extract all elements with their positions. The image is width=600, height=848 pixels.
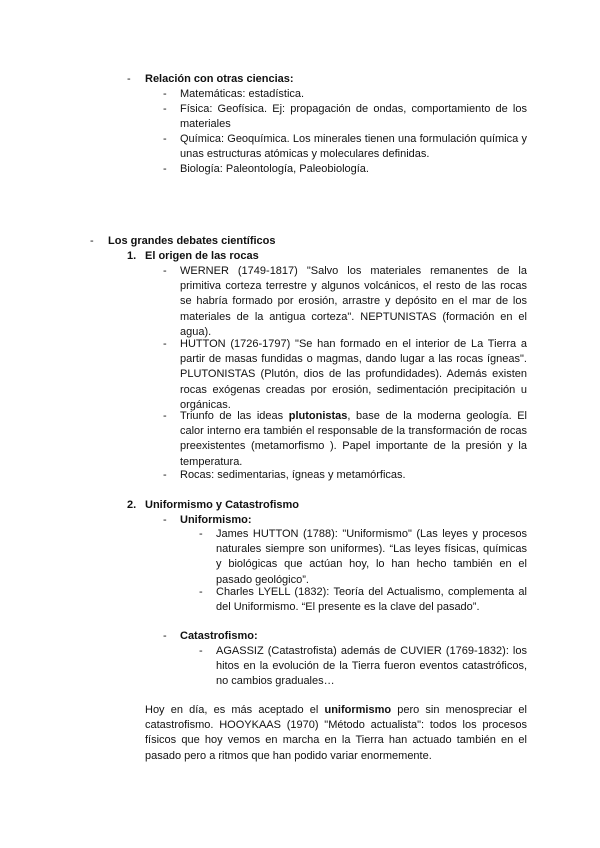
subsection-number: 2. (127, 499, 137, 511)
list-item: Química: Geoquímica. Los minerales tienen una formulación química y unas estructuras atómicas y moleculares definidas. (180, 133, 527, 161)
section-heading-related-sciences: Relación con otras ciencias: (145, 73, 294, 85)
subsection-title-uniformism-catastrophism: Uniformismo y Catastrofismo (145, 499, 300, 511)
list-item-rock-types: Rocas: sedimentarias, ígneas y metamórficas. (180, 469, 406, 481)
list-item-lyell: Charles LYELL (1832): Teoría del Actualismo, complementa al del Uniformismo. “El presente es la clave del pasado”. (216, 586, 527, 614)
dash: - (199, 586, 203, 598)
dash: - (163, 265, 167, 277)
list-item-werner: WERNER (1749-1817) "Salvo los materiales remanentes de la primitiva corteza terrestre y algunos volcánicos, el resto de las rocas se habría formado por erosión, arrastre y depósito en el mar de los materiales de la antigua corteza". NEPTUNISTAS (formación en el agua). (180, 265, 527, 338)
list-item-agassiz: AGASSIZ (Catastrofista) además de CUVIER (1769-1832): los hitos en la evolución de la Tierra fueron eventos catastróficos, no cambios graduales… (216, 645, 527, 688)
section-heading-scientific-debates: Los grandes debates científicos (108, 235, 276, 247)
dash: - (163, 514, 167, 526)
dash: - (163, 163, 167, 175)
uniformism-heading: Uniformismo: (180, 514, 252, 526)
list-item: Matemáticas: estadística. (180, 88, 305, 100)
dash: - (163, 630, 167, 642)
bullet: - (127, 73, 131, 85)
dash: - (163, 410, 167, 422)
list-item-james-hutton: James HUTTON (1788): "Uniformismo" (Las leyes y procesos naturales siempre son uniformes). “Las leyes físicas, químicas y biológicas que actúan hoy, lo han hecho también en el pasado geológico”. (216, 528, 527, 586)
bullet: - (90, 235, 94, 247)
list-item: Biología: Paleontología, Paleobiología. (180, 163, 369, 175)
dash: - (163, 103, 167, 115)
subsection-title-origin-of-rocks: El origen de las rocas (145, 250, 259, 262)
dash: - (163, 88, 167, 100)
dash: - (163, 469, 167, 481)
list-item-plutonism: Triunfo de las ideas plutonistas, base de la moderna geología. El calor interno era también el responsable de la transformación de rocas preexistentes (metamorfismo ). Papel importante de la presión y la temperatura. (180, 410, 527, 468)
closing-paragraph: Hoy en día, es más aceptado el uniformismo pero sin menospreciar el catastrofismo. HOOYKAAS (1970) "Método actualista": todos los procesos físicos que hoy vemos en marcha en la Tierra han actuado también en el pasado pero a ritmos que han podido variar enormemente. (145, 704, 527, 762)
list-item-hutton: HUTTON (1726-1797) "Se han formado en el interior de La Tierra a partir de masas fundidas o magmas, dando lugar a las rocas ígneas". PLUTONISTAS (Plutón, dios de las profundidades). Además existen rocas exógenas creadas por erosión, sedimentación precipitación u orgánicas. (180, 338, 527, 411)
list-item: Física: Geofísica. Ej: propagación de ondas, comportamiento de los materiales (180, 103, 527, 131)
catastrophism-heading: Catastrofismo: (180, 630, 258, 642)
dash: - (163, 338, 167, 350)
dash: - (199, 528, 203, 540)
dash: - (163, 133, 167, 145)
dash: - (199, 645, 203, 657)
subsection-number: 1. (127, 250, 137, 262)
